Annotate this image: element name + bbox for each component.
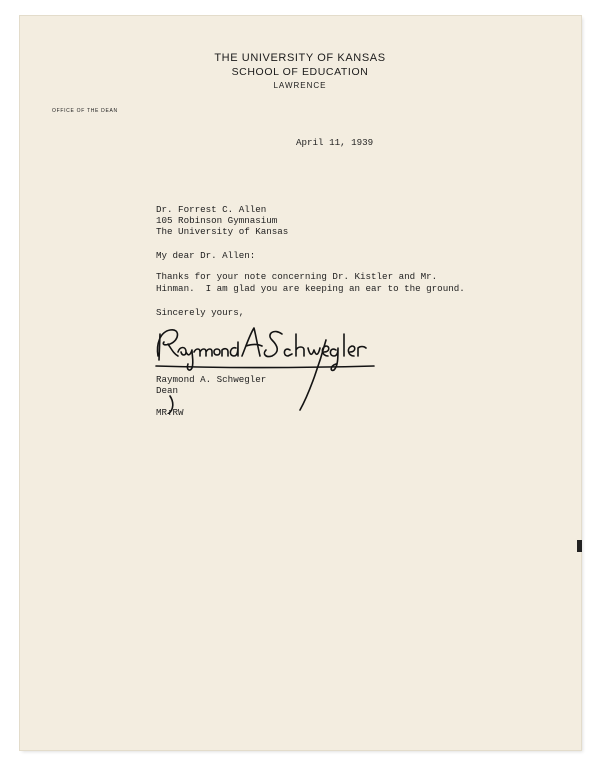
- recipient-name: Dr. Forrest C. Allen: [156, 204, 267, 215]
- recipient-address: 105 Robinson Gymnasium: [156, 215, 278, 226]
- letter-date: April 11, 1939: [296, 137, 374, 148]
- salutation: My dear Dr. Allen:: [156, 250, 256, 261]
- letterhead-city: LAWRENCE: [273, 81, 327, 90]
- handwritten-signature: [150, 322, 390, 414]
- signer-name: Raymond A. Schwegler: [156, 374, 267, 385]
- letterhead-school: SCHOOL OF EDUCATION: [231, 66, 369, 78]
- letterhead-university: THE UNIVERSITY OF KANSAS: [214, 52, 386, 64]
- recipient-institution: The University of Kansas: [156, 226, 289, 237]
- signer-title: Dean: [156, 385, 179, 396]
- office-label: OFFICE OF THE DEAN: [52, 108, 118, 114]
- closing: Sincerely yours,: [156, 307, 245, 318]
- paper-edge-mark: [577, 540, 582, 552]
- body-line-1: Thanks for your note concerning Dr. Kistler and Mr.: [156, 271, 438, 282]
- body-line-2: Hinman. I am glad you are keeping an ear to the ground.: [156, 283, 465, 294]
- typist-initials: MR:RW: [156, 407, 184, 418]
